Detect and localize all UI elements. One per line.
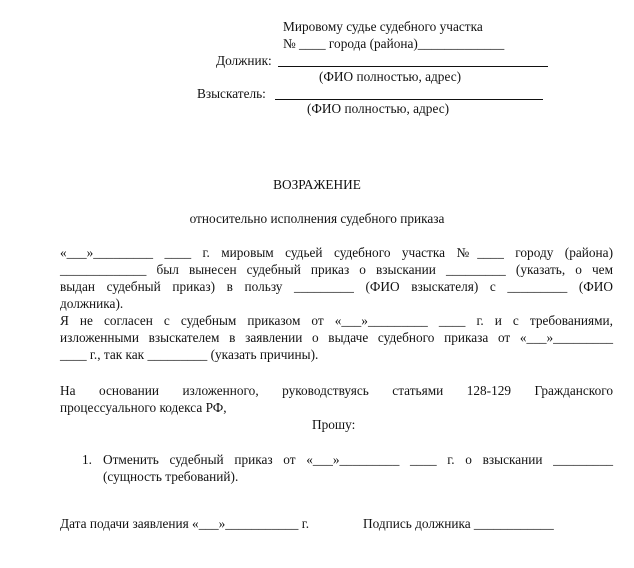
body-line: выдан судебный приказ) в пользу _________ (ФИО взыскателя) с _________ (ФИО (60, 279, 613, 294)
body-line: «___»_________ ____ г. мировым судьей судебного участка №____ городу (района) (60, 245, 613, 260)
request-item-line: (сущность требований). (103, 469, 239, 484)
addressee-line-1: Мировому судье судебного участка (283, 19, 483, 34)
basis-line: На основании изложенного, руководствуясь статьями 128-129 Гражданского (60, 383, 613, 398)
debtor-hint: (ФИО полностью, адрес) (319, 69, 462, 84)
claimant-field-line (275, 99, 543, 100)
debtor-label: Должник: (216, 53, 272, 68)
body-line: ____ г., так как _________ (указать причины). (60, 347, 319, 362)
document-subtitle: относительно исполнения судебного приказа (189, 211, 445, 226)
body-line: изложенными взыскателем в заявлении о выдаче судебного приказа от «___»_________ (60, 330, 613, 345)
claimant-label: Взыскатель: (197, 86, 266, 101)
body-line: должника). (60, 296, 124, 311)
body-line: Я не согласен с судебным приказом от «___»_________ ____ г. и с требованиями, (60, 313, 613, 328)
request-item-line: Отменить судебный приказ от «___»_________ ____ г. о взыскании _________ (103, 452, 613, 467)
debtor-signature-label: Подпись должника ____________ (363, 516, 554, 531)
request-heading: Прошу: (312, 417, 356, 432)
request-item-number: 1. (82, 452, 92, 467)
document-title: ВОЗРАЖЕНИЕ (273, 177, 361, 192)
basis-line: процессуального кодекса РФ, (60, 400, 227, 415)
body-line: _____________ был вынесен судебный приказ о взыскании _________ (указать, о чем (60, 262, 613, 277)
filing-date-label: Дата подачи заявления «___»___________ г. (60, 516, 310, 531)
debtor-field-line (278, 66, 548, 67)
addressee-line-2: № ____ города (района)_____________ (283, 36, 505, 51)
claimant-hint: (ФИО полностью, адрес) (307, 101, 450, 116)
